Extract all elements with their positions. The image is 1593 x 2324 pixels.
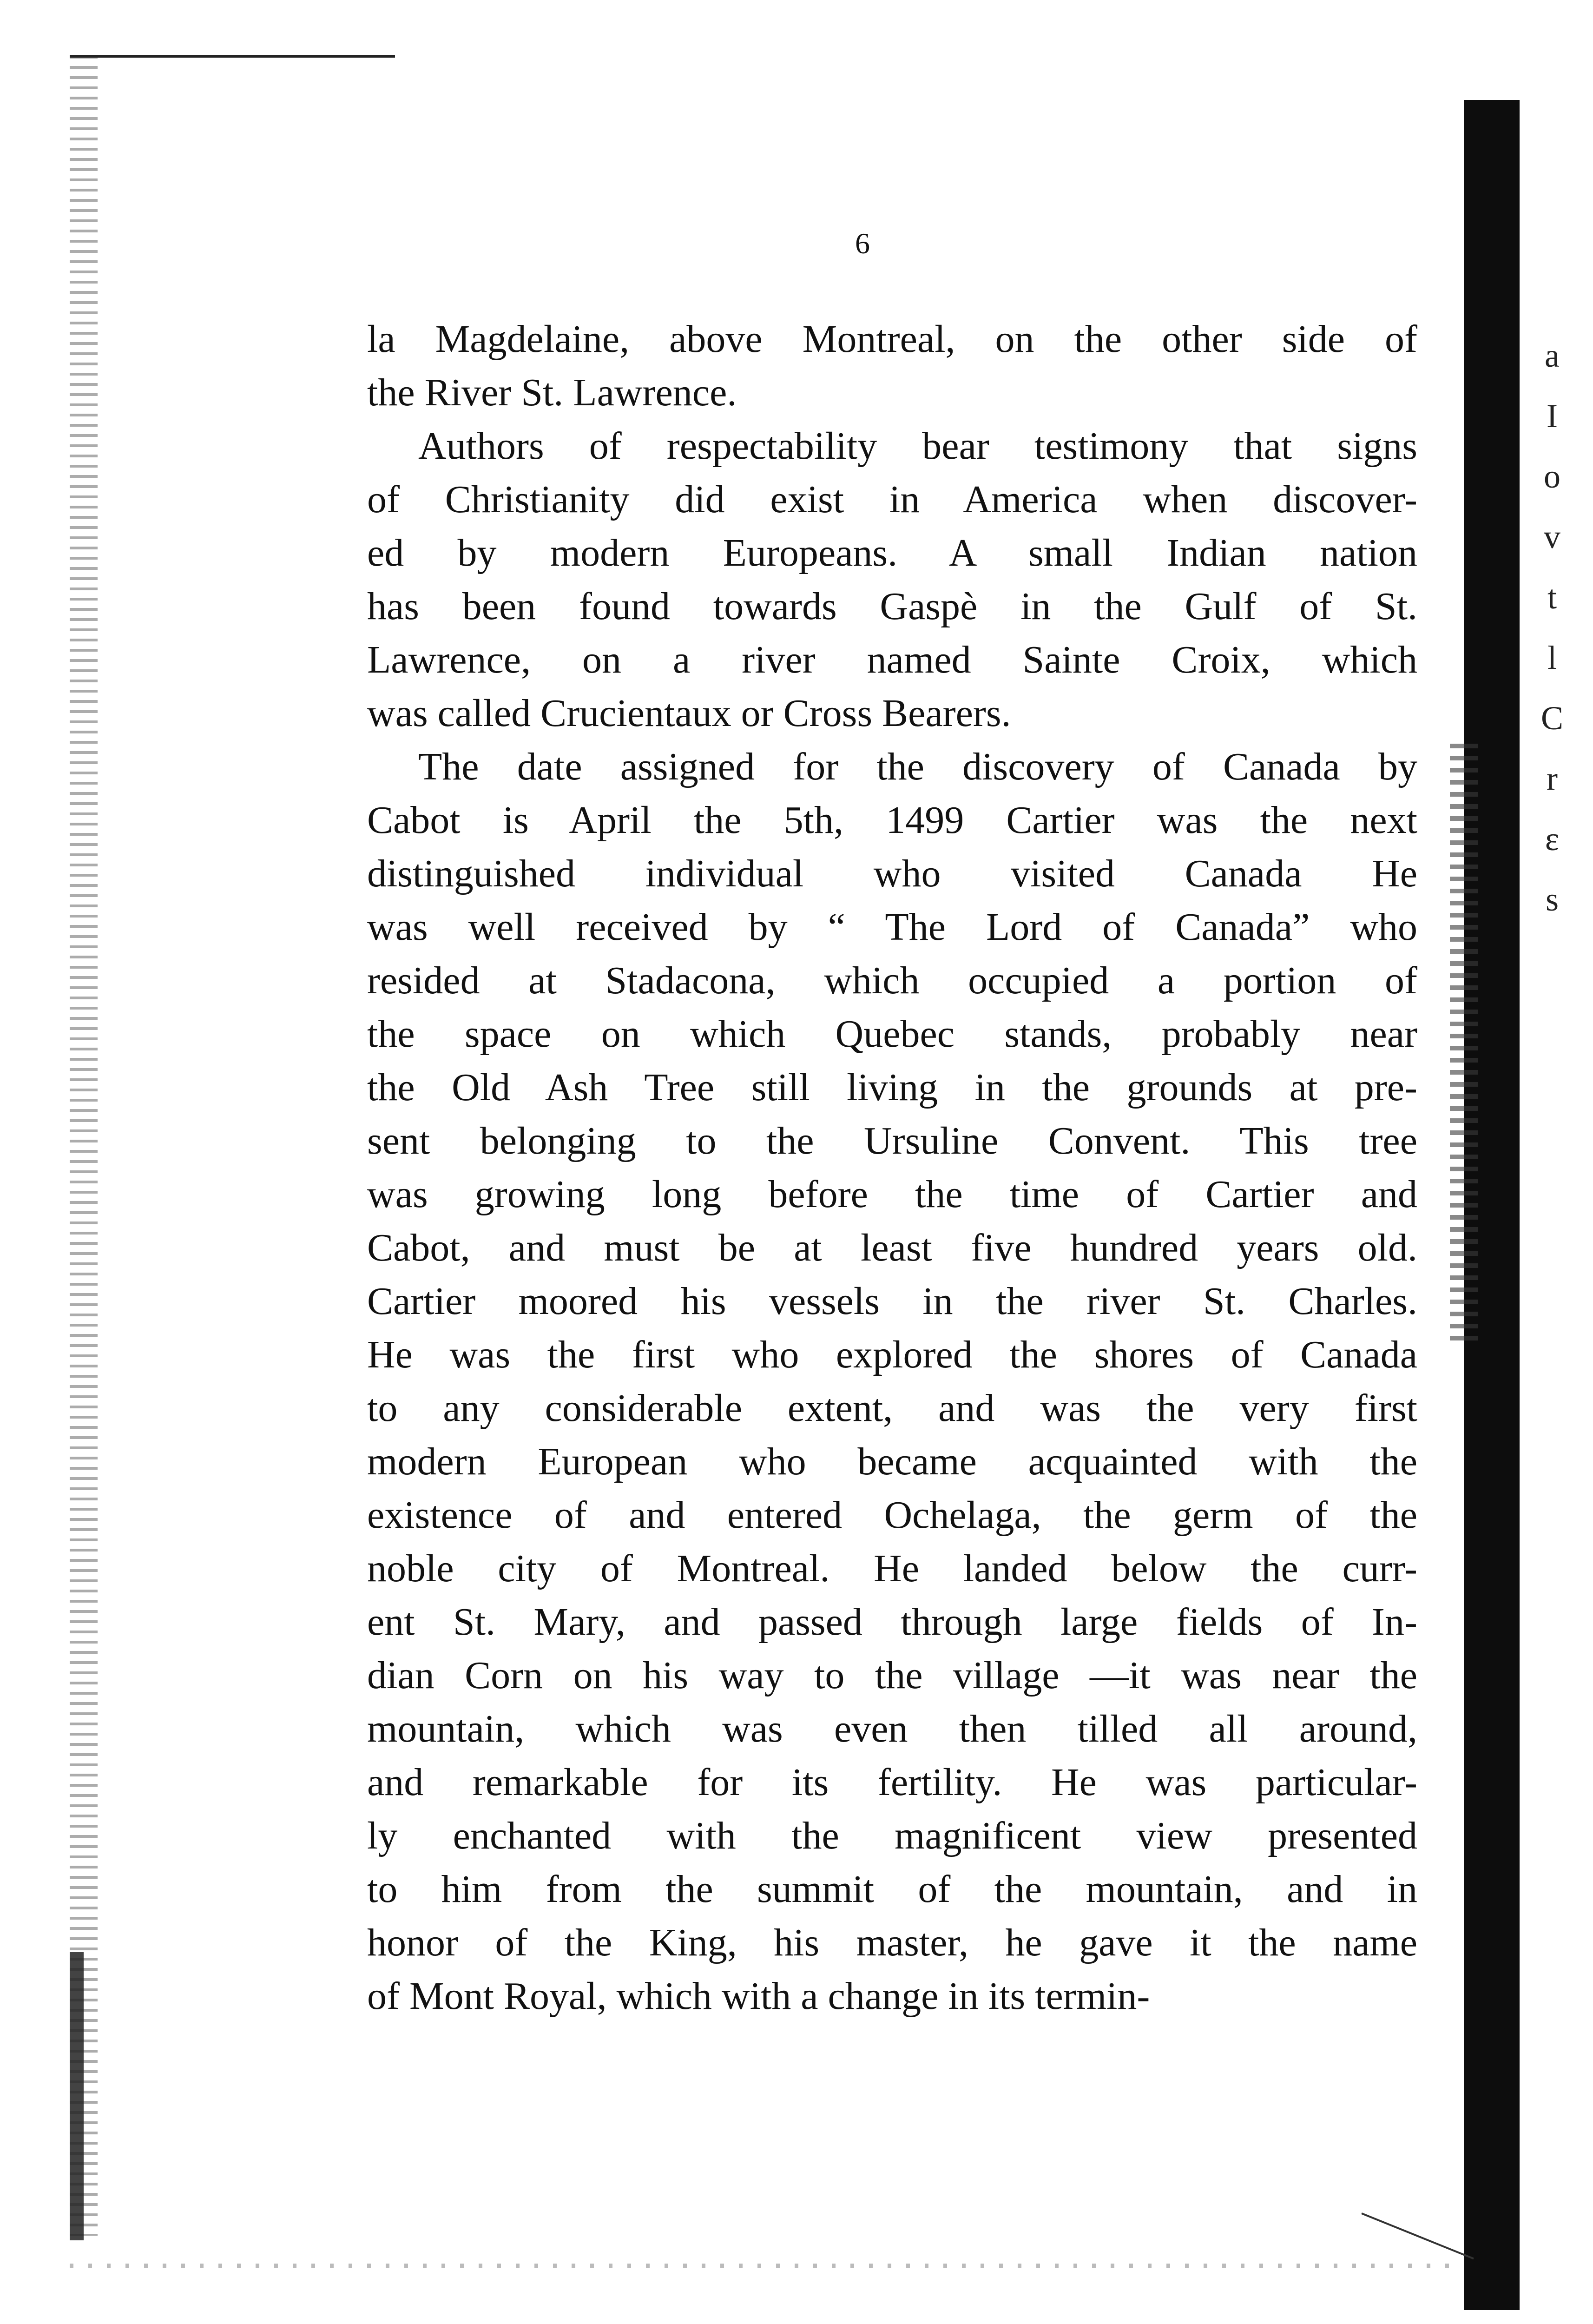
text-line: was growing long before the time of Cartier and: [367, 1173, 1417, 1216]
bleed-letter: s: [1545, 881, 1559, 918]
text-line: to any considerable extent, and was the very first: [367, 1386, 1417, 1430]
text-line: He was the first who explored the shores of Canada: [367, 1333, 1417, 1376]
text-line: the Old Ash Tree still living in the grounds at pre-: [367, 1066, 1417, 1109]
text-line: la Magdelaine, above Montreal, on the other side of: [367, 317, 1417, 361]
text-line: of Mont Royal, which with a change in its termin-: [367, 1974, 1150, 2018]
text-line: has been found towards Gaspè in the Gulf of St.: [367, 585, 1417, 628]
text-line: Cartier moored his vessels in the river St. Charles.: [367, 1280, 1417, 1323]
text-line: of Christianity did exist in America when discover-: [367, 478, 1417, 521]
text-line: existence of and entered Ochelaga, the germ of the: [367, 1493, 1417, 1537]
text-line: Lawrence, on a river named Sainte Croix, which: [367, 638, 1417, 681]
bleed-letter: l: [1547, 639, 1557, 676]
text-line: Cabot is April the 5th, 1499 Cartier was the next: [367, 799, 1417, 842]
text-line: sent belonging to the Ursuline Convent. This tree: [367, 1119, 1417, 1162]
text-line: ent St. Mary, and passed through large fields of In-: [367, 1600, 1417, 1644]
paragraph: [367, 419, 1417, 740]
scan-top-edge: [70, 55, 395, 58]
text-line: ed by modern Europeans. A small Indian nation: [367, 531, 1417, 574]
paragraph: [367, 312, 1417, 419]
bleed-letter: t: [1547, 579, 1557, 616]
text-line: to him from the summit of the mountain, and in: [367, 1868, 1417, 1911]
facing-page-bleed-letters: [1538, 325, 1566, 930]
bleed-letter: v: [1544, 518, 1560, 555]
bleed-letter: I: [1547, 397, 1558, 435]
bleed-letter: a: [1545, 337, 1560, 374]
bleed-letter: r: [1547, 760, 1558, 797]
text-line: dian Corn on his way to the village —it was near the: [367, 1654, 1417, 1697]
text-line: resided at Stadacona, which occupied a portion of: [367, 959, 1417, 1002]
text-line: Cabot, and must be at least five hundred years old.: [367, 1226, 1417, 1269]
text-line: Authors of respectability bear testimony that signs: [418, 424, 1417, 468]
bleed-letter: C: [1540, 700, 1564, 737]
text-line: was called Crucientaux or Cross Bearers.: [367, 692, 1011, 735]
text-line: noble city of Montreal. He landed below the curr-: [367, 1547, 1417, 1590]
text-line: and remarkable for its fertility. He was particular-: [367, 1761, 1417, 1804]
body-text: [367, 312, 1417, 2023]
page-number: 6: [855, 227, 870, 260]
bleed-letter: o: [1544, 458, 1560, 495]
text-line: was well received by “ The Lord of Canada” who: [367, 905, 1417, 949]
scan-streak: [1361, 2212, 1474, 2259]
bleed-letter: ε: [1545, 820, 1560, 858]
text-line: the River St. Lawrence.: [367, 371, 737, 414]
paragraph: [367, 740, 1417, 2023]
text-line: honor of the King, his master, he gave it the name: [367, 1921, 1417, 1964]
text-line: the space on which Quebec stands, probably near: [367, 1012, 1417, 1056]
scan-gutter-edge: [1450, 744, 1478, 1348]
text-line: ly enchanted with the magnificent view presented: [367, 1814, 1417, 1857]
scan-left-edge-shadow: [70, 1952, 84, 2240]
text-line: modern European who became acquainted with the: [367, 1440, 1417, 1483]
text-line: mountain, which was even then tilled all around,: [367, 1707, 1417, 1750]
scan-bottom-edge: [70, 2264, 1464, 2268]
text-line: distinguished individual who visited Canada He: [367, 852, 1417, 895]
text-line: The date assigned for the discovery of Canada by: [418, 745, 1417, 788]
scan-left-edge-noise: [70, 56, 98, 2236]
